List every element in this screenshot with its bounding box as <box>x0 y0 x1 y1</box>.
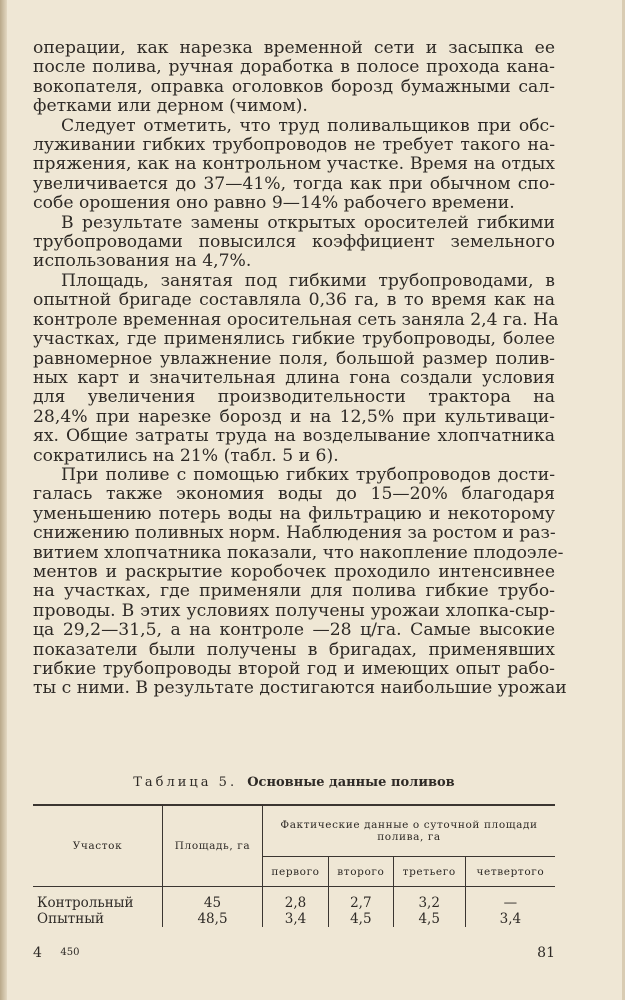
text-line: опытной бригаде составляла 0,36 га, в то время как на <box>33 290 555 311</box>
text-line: операции, как нарезка временной сети и засыпка ее <box>33 38 555 58</box>
table-caption-label: Таблица 5. <box>133 775 238 790</box>
text-line: пряжения, как на контрольном участке. Время на отдых <box>33 154 555 175</box>
text-line: участках, где применялись гибкие трубопроводы, более <box>33 329 555 350</box>
table-caption <box>33 775 555 790</box>
text-line: витием хлопчатника показали, что накопление плодоэле- <box>33 542 564 563</box>
cell-area: 48,5 <box>163 911 263 927</box>
page-number: 81 <box>537 945 555 961</box>
header-first: первого <box>263 857 329 887</box>
paragraph-4 <box>33 270 559 466</box>
cell-first: 3,4 <box>263 911 329 927</box>
cell-plot: Опытный <box>37 911 105 927</box>
text-line: трубопроводами повысился коэффициент земельного <box>33 232 555 253</box>
text-line: увеличивается до 37—41%, тогда как при обычном спо- <box>33 173 555 194</box>
text-line: показатели были получены в бригадах, применявших <box>33 639 555 660</box>
text-line: В результате замены открытых оросителей гибкими <box>61 212 555 233</box>
signature-code: 450 <box>60 947 80 958</box>
text-line: на участках, где применяли для полива гибкие трубо- <box>33 581 555 602</box>
header-second: второго <box>329 857 394 887</box>
cell-fourth: — <box>465 887 555 912</box>
header-fact: Фактические данные о суточной площади полива, га <box>263 805 556 857</box>
text-line: уменьшению потерь воды на фильтрацию и некоторому <box>33 503 555 524</box>
text-line: гибкие трубопроводы второй год и имеющих опыт рабо- <box>33 659 555 679</box>
paragraph-5 <box>33 464 567 699</box>
text-line: Следует отметить, что труд поливальщиков при обс- <box>61 115 555 136</box>
text-line: Площадь, занятая под гибкими трубопроводами, в <box>61 270 555 291</box>
text-line: ных карт и значительная длина гона создали условия <box>33 367 555 388</box>
cell-third: 4,5 <box>393 911 465 927</box>
cell-first: 2,8 <box>263 887 329 912</box>
text-line: для увеличения производительности трактора на <box>33 387 555 408</box>
cell-third: 3,2 <box>393 887 465 912</box>
text-line: фетками или дерном (чимом). <box>33 96 308 117</box>
signature-number: 4 <box>33 945 42 961</box>
table-caption-title: Основные данные поливов <box>247 775 455 790</box>
body-text <box>33 38 567 699</box>
text-line: проводы. В этих условиях получены урожаи хлопка-сыр- <box>33 600 555 621</box>
text-line: ца 29,2—31,5, а на контроле —28 ц/га. Самые высокие <box>33 620 555 641</box>
text-line: использования на 4,7%. <box>33 251 252 272</box>
text-line: 28,4% при нарезке борозд и на 12,5% при культиваци- <box>33 406 555 427</box>
cell-plot: Контрольный <box>37 895 134 911</box>
header-area: Площадь, га <box>163 805 263 887</box>
text-line: вокопателя, оправка оголовков борозд бумажными сал- <box>33 76 555 97</box>
header-third: третьего <box>393 857 465 887</box>
signature-mark <box>33 945 79 961</box>
cell-second: 2,7 <box>329 887 394 912</box>
text-line: после полива, ручная доработка в полосе прохода кана- <box>33 57 555 78</box>
paragraph-2 <box>33 117 555 214</box>
paragraph-3 <box>33 214 555 272</box>
text-line: снижению поливных норм. Наблюдения за ростом и раз- <box>33 523 556 544</box>
text-line: ты с ними. В результате достигаются наибольшие урожаи <box>33 678 567 699</box>
text-line: собе орошения оно равно 9—14% рабочего времени. <box>33 193 515 214</box>
text-line: галась также экономия воды до 15—20% благодаря <box>33 484 555 505</box>
text-line: контроле временная оросительная сеть заняла 2,4 га. На <box>33 309 559 330</box>
text-line: ментов и раскрытие коробочек проходило интенсивнее <box>33 561 555 582</box>
cell-second: 4,5 <box>329 911 394 927</box>
text-line: равномерное увлажнение поля, большой размер полив- <box>33 348 555 369</box>
header-fourth: четвертого <box>465 857 555 887</box>
paragraph-1 <box>33 39 555 117</box>
text-line: луживании гибких трубопроводов не требует такого на- <box>33 135 555 156</box>
cell-area: 45 <box>163 887 263 912</box>
header-plot: Участок <box>33 805 163 887</box>
table-row <box>33 911 555 927</box>
text-line: При поливе с помощью гибких трубопроводов дости- <box>61 464 555 485</box>
table-row <box>33 887 555 912</box>
text-line: ях. Общие затраты труда на возделывание хлопчатника <box>33 426 555 447</box>
cell-fourth: 3,4 <box>465 911 555 927</box>
text-line: сократились на 21% (табл. 5 и 6). <box>33 445 339 466</box>
irrigation-data-table <box>33 804 555 927</box>
page-binding-edge <box>0 0 7 1000</box>
